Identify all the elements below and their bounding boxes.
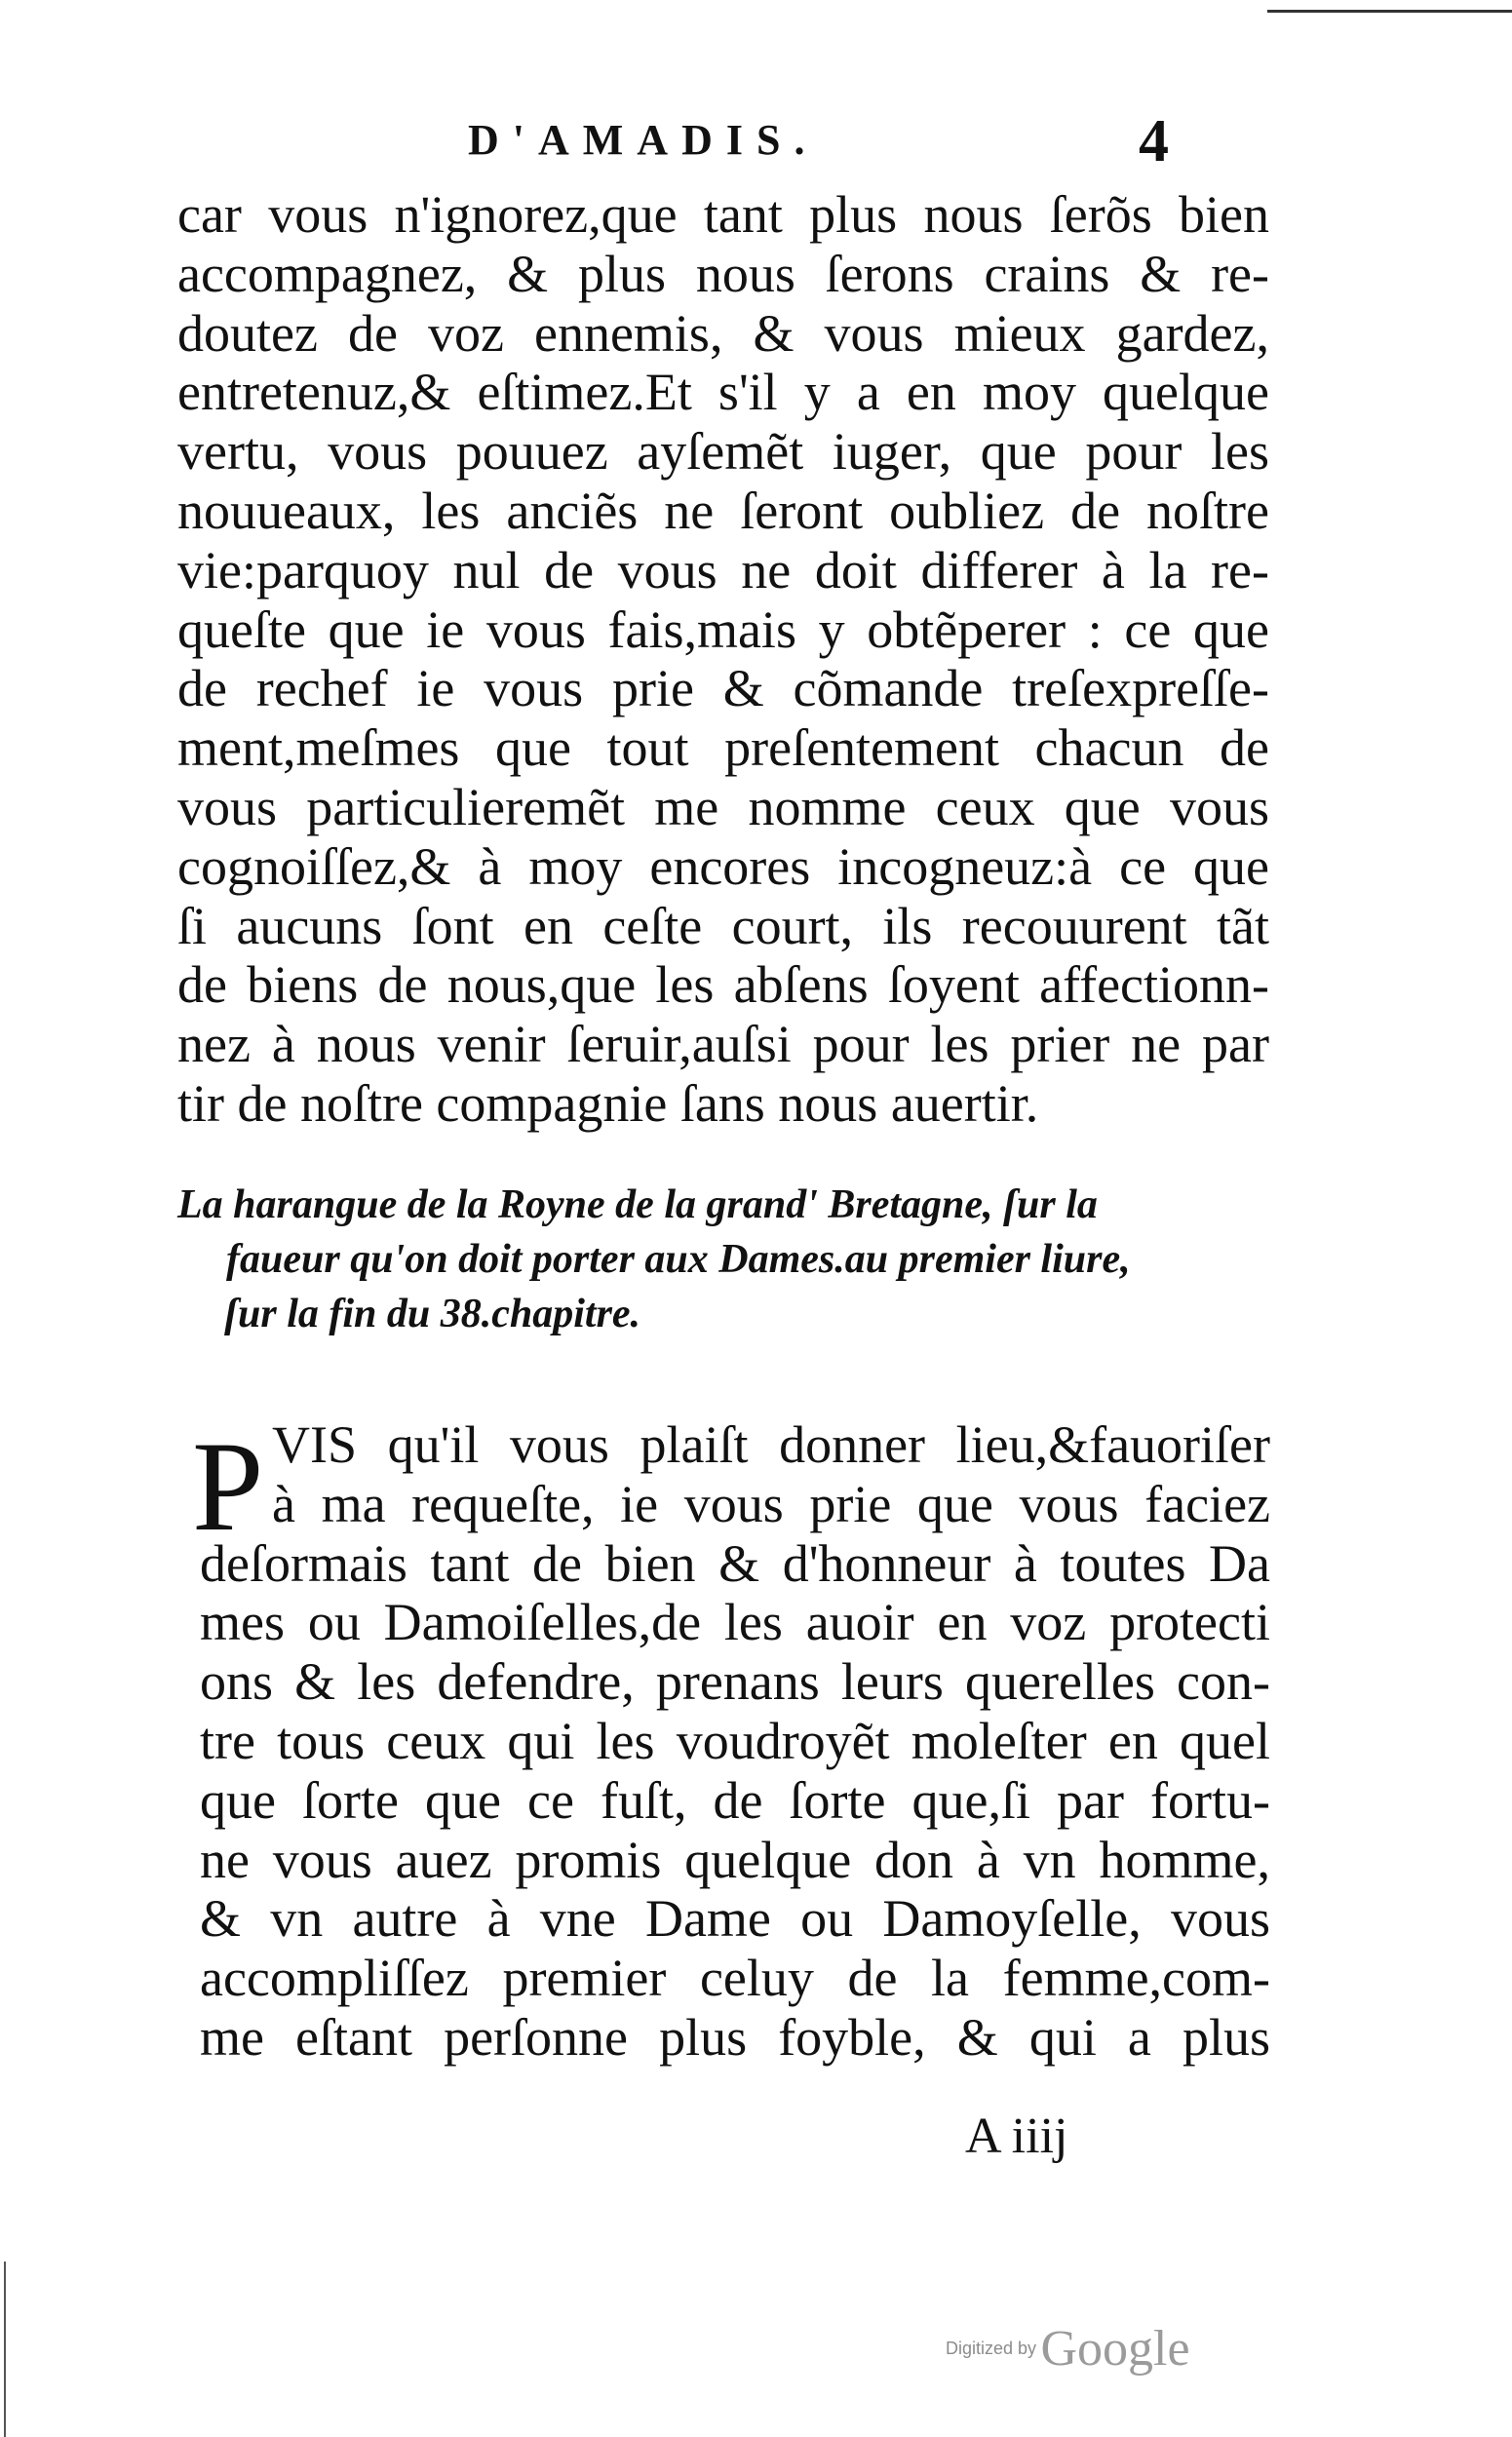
text-line: deſormais tant de bien & d'honneur à toutes Da xyxy=(200,1533,1270,1593)
text-line: tre tous ceux qui les voudroyẽt moleſter en quel xyxy=(200,1711,1270,1770)
text-line: de biens de nous,que les abſens ſoyent affectionn- xyxy=(177,955,1269,1015)
digitization-watermark xyxy=(946,2320,1190,2378)
text-line: accompliſſez premier celuy de la femme,com- xyxy=(200,1949,1270,2008)
running-head: D'AMADIS. xyxy=(468,116,819,164)
text-line: mes ou Damoiſelles,de les auoir en voz protecti xyxy=(200,1593,1270,1652)
heading-line: ſur la fin du 38.chapitre. xyxy=(224,1292,641,1336)
text-line: ment,meſmes que tout preſentement chacun de xyxy=(177,718,1269,778)
text-line: vie:parquoy nul de vous ne doit differer à la re- xyxy=(177,540,1269,600)
text-line: & vn autre à vne Dame ou Damoyſelle, vous xyxy=(200,1889,1270,1949)
heading-line: La harangue de la Royne de la grand' Bretagne, ſur la xyxy=(177,1182,1098,1227)
page-number: 4 xyxy=(1139,108,1169,174)
text-line: nez à nous venir ſeruir,auſsi pour les prier ne par xyxy=(177,1015,1269,1074)
text-line: ſi aucuns ſont en ceſte court, ils recouurent tãt xyxy=(177,896,1269,955)
paragraph-1 xyxy=(177,185,1269,1134)
text-line: tir de noſtre compagnie ſans nous auertir. xyxy=(177,1073,1039,1133)
paragraph-2 xyxy=(192,1414,1270,2068)
text-line: vous particulieremẽt me nomme ceux que vous xyxy=(177,777,1269,836)
text-line: nouueaux, les anciẽs ne ſeront oubliez de noſtre xyxy=(177,481,1269,540)
text-line: queſte que ie vous fais,mais y obtẽperer : ce que xyxy=(177,600,1269,659)
text-line: cognoiſſez,& à moy encores incogneuz:à ce que xyxy=(177,836,1269,896)
text-line: car vous n'ignorez,que tant plus nous ſerõs bien xyxy=(177,185,1269,244)
text-line: vertu, vous pouuez ayſemẽt iuger, que pour les xyxy=(177,422,1269,482)
page-edge-line xyxy=(1267,10,1512,13)
section-heading xyxy=(177,1178,1269,1341)
watermark-prefix: Digitized by xyxy=(946,2339,1037,2358)
text-line: VIS qu'il vous plaiſt donner lieu,&fauoriſer xyxy=(272,1415,1270,1474)
text-line: à ma requeſte, ie vous prie que vous faciez xyxy=(272,1474,1270,1533)
text-line: accompagnez, & plus nous ſerons crains & re- xyxy=(177,244,1269,303)
text-line: de rechef ie vous prie & cõmande treſexpreſſe- xyxy=(177,659,1269,718)
text-line: que ſorte que ce fuſt, de ſorte que,ſi par fortu- xyxy=(200,1770,1270,1830)
drop-cap: P xyxy=(192,1414,264,1558)
signature-mark: A iiij xyxy=(965,2108,1068,2164)
heading-line: faueur qu'on doit porter aux Dames.au premier liure, xyxy=(226,1237,1131,1282)
text-line: entretenuz,& eſtimez.Et s'il y a en moy quelque xyxy=(177,363,1269,422)
text-line: ons & les defendre, prenans leurs querelles con- xyxy=(200,1652,1270,1712)
text-line: me eſtant perſonne plus foyble, & qui a plus xyxy=(200,2007,1270,2067)
page-edge-line-left xyxy=(4,2262,6,2437)
google-logo: Google xyxy=(1040,2321,1190,2377)
text-line: doutez de voz ennemis, & vous mieux gardez, xyxy=(177,303,1269,363)
text-line: ne vous auez promis quelque don à vn homme, xyxy=(200,1830,1270,1889)
